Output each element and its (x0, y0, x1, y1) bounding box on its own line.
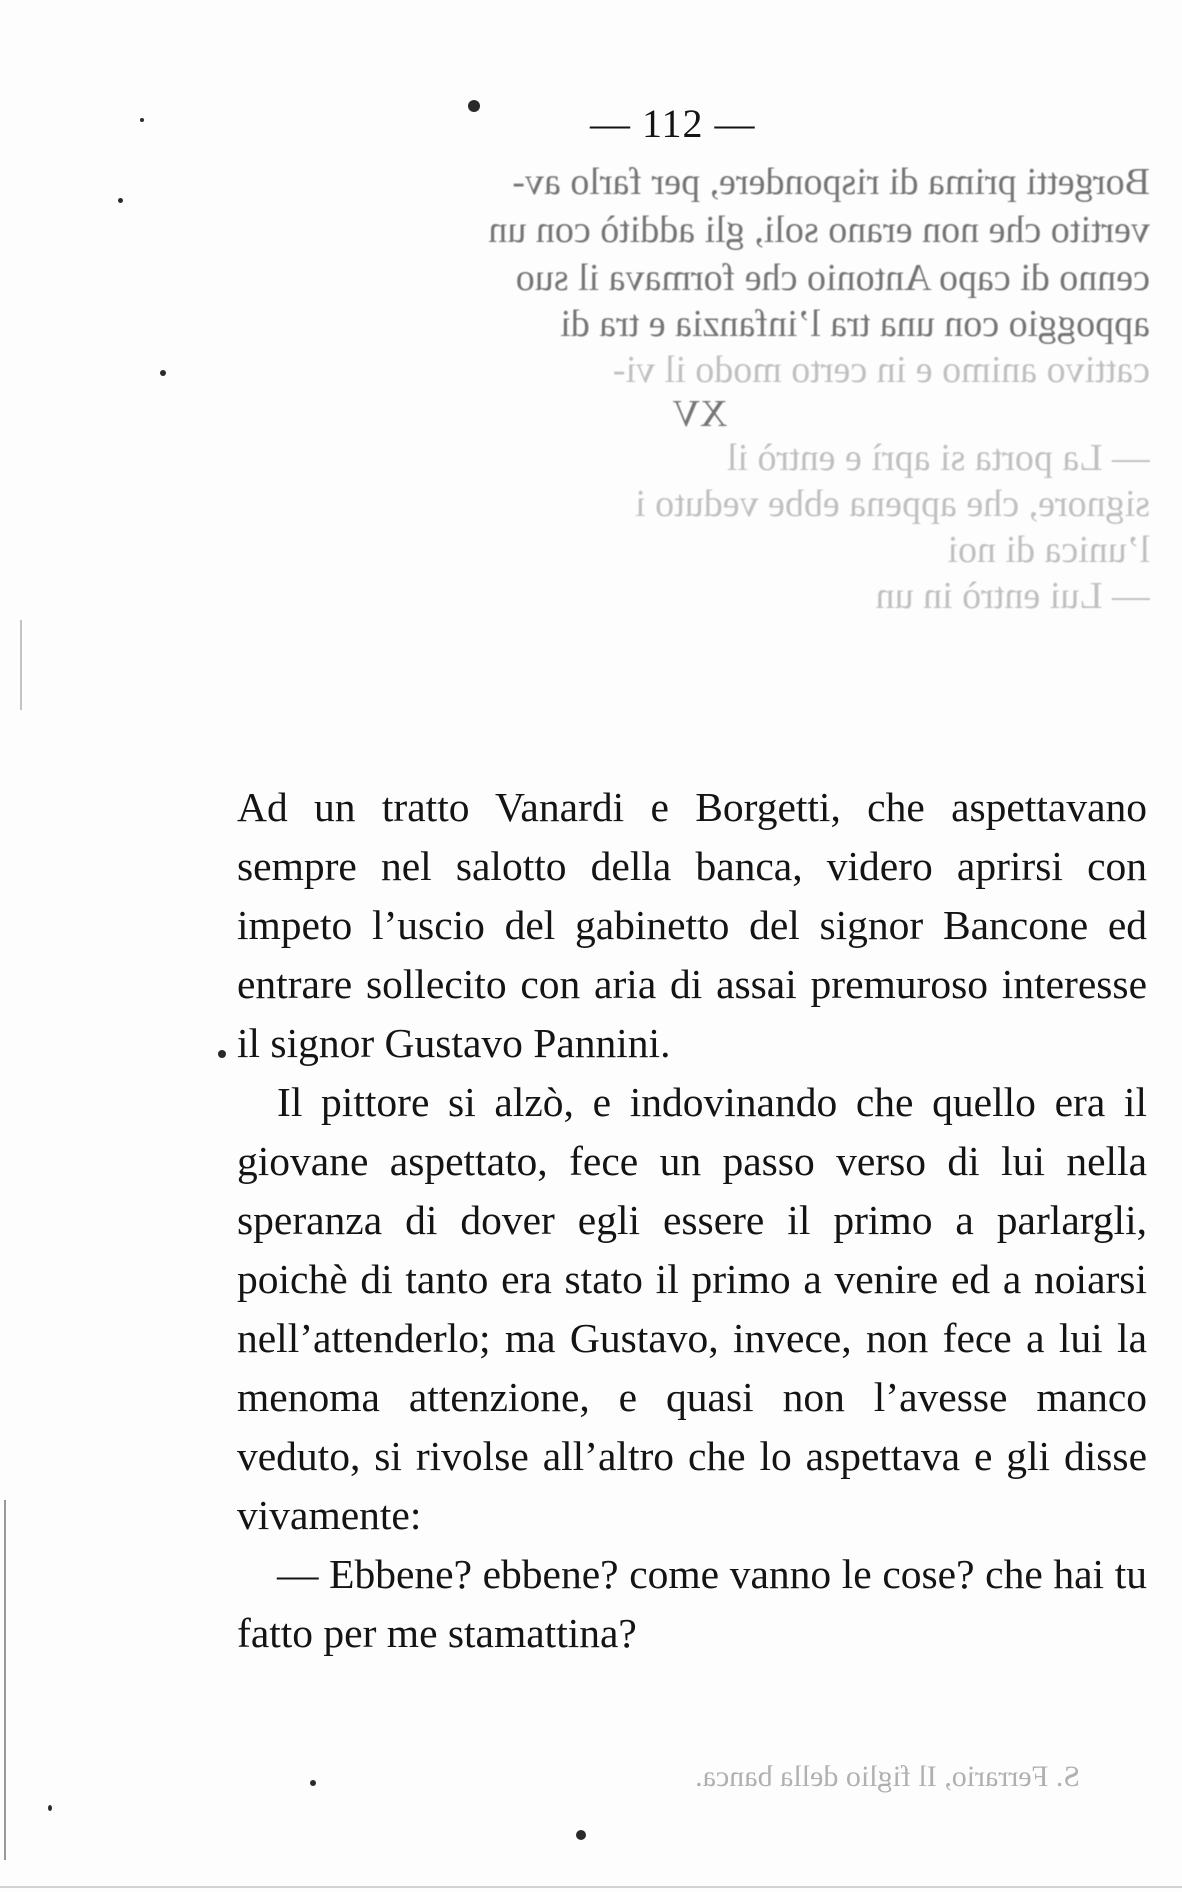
show-through-line: cattivo animo e in certo modo il vi- (612, 349, 1150, 391)
body-text (237, 778, 1147, 1663)
ink-speck (310, 1780, 316, 1786)
ink-speck (160, 370, 166, 376)
paragraph: Il pittore si alzò, e indovinando che quello era il giovane aspettato, fece un passo verso di lui nella speranza di dover egli essere il primo a parlargli, poichè di tanto era stato il primo a venire ed a noiarsi nell’attenderlo; ma Gustavo, invece, non fece a lui la menoma attenzione, e quasi non l’avesse manco veduto, si rivolse all’altro che lo aspettava e gli disse vivamente: (237, 1079, 1147, 1538)
page-edge-mark (4, 1500, 6, 1860)
show-through-line: cenno di capo Antonio che formava il suo (515, 257, 1150, 299)
show-through-line: signore, che appena ebbe veduto i (635, 483, 1150, 525)
ink-speck (140, 118, 144, 122)
show-through-heading: XV (672, 393, 728, 435)
show-through-line: — La porta si aprì e entrò il (726, 437, 1150, 479)
paragraph: — Ebbene? ebbene? come vanno le cose? che hai tu fatto per me stamattina? (237, 1551, 1147, 1656)
show-through-line: l’unica di noi (947, 529, 1150, 571)
ink-speck (118, 198, 123, 203)
show-through-footer: S. Ferrario, Il figlio della banca. (695, 1760, 1080, 1793)
show-through-text (250, 160, 1150, 770)
show-through-line: vertito che non erano soli, gli additò con un (488, 209, 1150, 251)
page-number: — 112 — (590, 101, 756, 146)
page-edge-mark (0, 1886, 1182, 1888)
show-through-line: — Lui entrò in un (875, 575, 1150, 617)
ink-speck (48, 1805, 52, 1811)
page-edge-mark (20, 620, 22, 710)
ink-speck (576, 1830, 586, 1840)
show-through-line: appoggio con una tra l’infanzia e tra di (560, 303, 1150, 345)
ink-speck (468, 100, 480, 112)
ink-speck (218, 1050, 226, 1058)
paragraph: Ad un tratto Vanardi e Borgetti, che aspettavano sempre nel salotto della banca, videro aprirsi con impeto l’uscio del gabinetto del signor Bancone ed entrare sollecito con aria di assai premuroso interesse il signor Gustavo Pannini. (237, 784, 1147, 1066)
show-through-line: Borgetti prima di rispondere, per farlo av- (512, 161, 1150, 203)
